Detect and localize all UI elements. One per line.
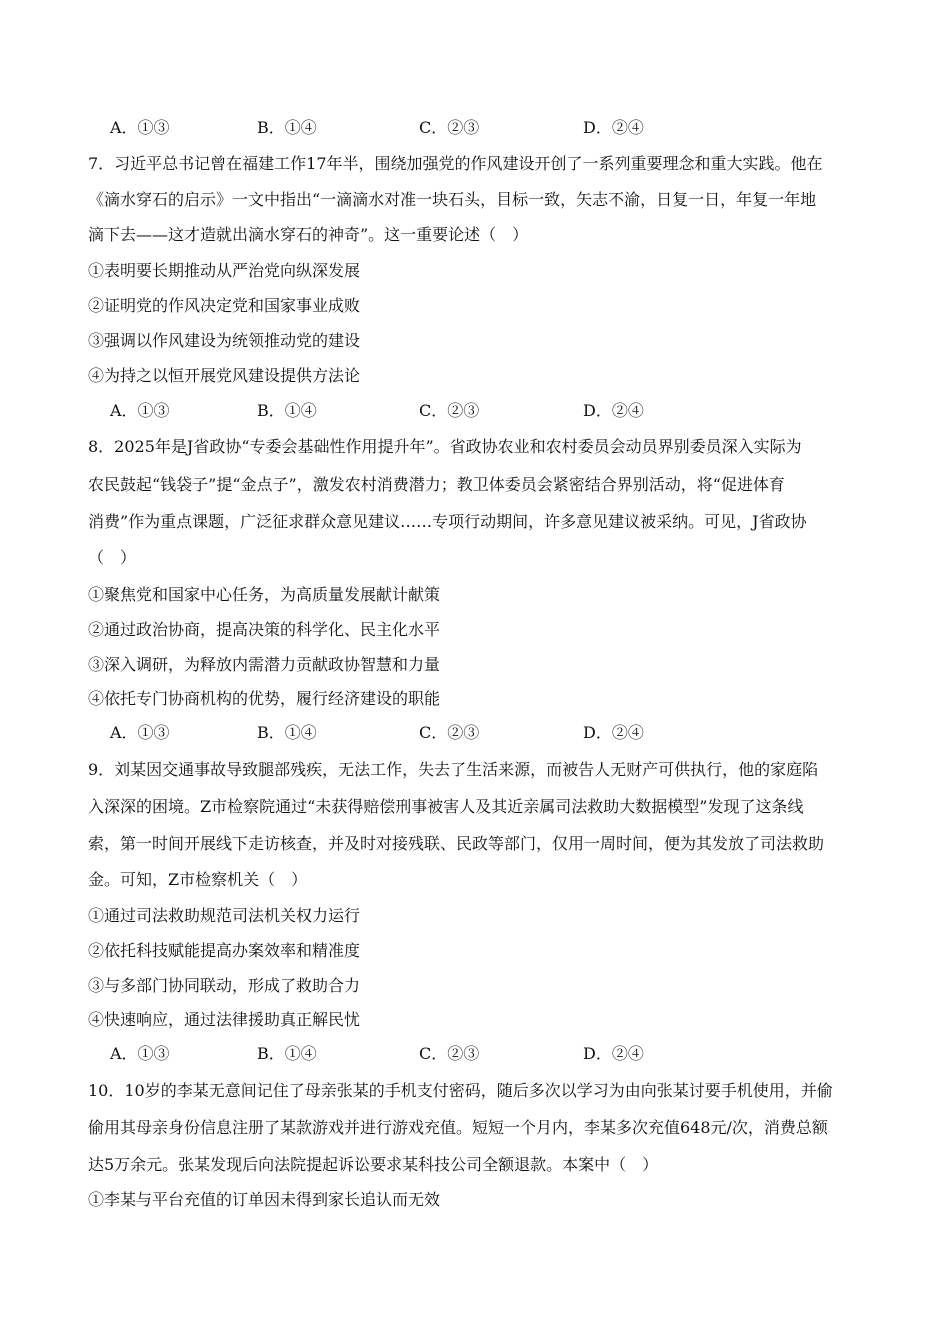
q9-stem-line: 金。可知，Z市检察机关（ ） bbox=[88, 870, 308, 889]
q7-stem-line: 《滴水穿石的启示》一文中指出“一滴滴水对准一块石头，目标一致，矢志不渝，日复一日，年复一年地 bbox=[88, 190, 817, 209]
option-d: D．②④ bbox=[583, 1044, 644, 1063]
q9-statement: ③与多部门协同联动，形成了救助合力 bbox=[88, 976, 361, 995]
q10-stem-line: 达5万余元。张某发现后向法院提起诉讼要求某科技公司全额退款。本案中（ ） bbox=[88, 1155, 659, 1174]
q10-stem-line: 偷用其母亲身份信息注册了某款游戏并进行游戏充值。短短一个月内，李某多次充值648元/次，消费总额 bbox=[88, 1118, 828, 1137]
q7-stem-line: 7．习近平总书记曾在福建工作17年半，围绕加强党的作风建设开创了一系列重要理念和重大实践。他在 bbox=[88, 154, 823, 173]
q9-statement: ④快速响应，通过法律援助真正解民忧 bbox=[88, 1010, 361, 1029]
q7-options bbox=[110, 401, 810, 421]
option-d: D．②④ bbox=[583, 401, 644, 420]
q8-statement: ①聚焦党和国家中心任务，为高质量发展献计献策 bbox=[88, 585, 441, 604]
options-row-previous bbox=[110, 118, 810, 138]
option-a: A．①③ bbox=[110, 401, 170, 420]
q10-statement: ①李某与平台充值的订单因未得到家长追认而无效 bbox=[88, 1190, 441, 1209]
q8-stem-line: 消费”作为重点课题，广泛征求群众意见建议……专项行动期间，许多意见建议被采纳。可见，J省政协 bbox=[88, 512, 807, 531]
option-c: C．②③ bbox=[419, 1044, 480, 1063]
q7-statement: ③强调以作风建设为统领推动党的建设 bbox=[88, 331, 361, 350]
q8-stem-line: 8．2025年是J省政协“专委会基础性作用提升年”。省政协农业和农村委员会动员界别委员深入实际为 bbox=[88, 437, 802, 456]
q7-statement: ②证明党的作风决定党和国家事业成败 bbox=[88, 296, 361, 315]
q10-stem-line: 10．10岁的李某无意间记住了母亲张某的手机支付密码，随后多次以学习为由向张某讨要手机使用，并偷 bbox=[88, 1081, 833, 1100]
option-c: C．②③ bbox=[419, 723, 480, 742]
q9-stem-line: 9．刘某因交通事故导致腿部残疾，无法工作，失去了生活来源，而被告人无财产可供执行，他的家庭陷 bbox=[88, 760, 819, 779]
option-b: B．①④ bbox=[257, 723, 317, 742]
q8-options bbox=[110, 723, 810, 743]
q7-stem-line: 滴下去——这才造就出滴水穿石的神奇”。这一重要论述（ ） bbox=[88, 225, 529, 244]
q8-statement: ②通过政治协商，提高决策的科学化、民主化水平 bbox=[88, 620, 441, 639]
option-b: B．①④ bbox=[257, 118, 317, 137]
option-a: A．①③ bbox=[110, 723, 170, 742]
q8-stem-line: 农民鼓起“钱袋子”提“金点子”，激发农村消费潜力；教卫体委员会紧密结合界别活动，将“促进体育 bbox=[88, 475, 785, 494]
q7-statement: ④为持之以恒开展党风建设提供方法论 bbox=[88, 366, 361, 385]
option-b: B．①④ bbox=[257, 1044, 317, 1063]
q9-stem-line: 入深深的困境。Z市检察院通过“未获得赔偿刑事被害人及其近亲属司法救助大数据模型”发现了这条线 bbox=[88, 797, 804, 816]
option-d: D．②④ bbox=[583, 723, 644, 742]
q8-statement: ③深入调研，为释放内需潜力贡献政协智慧和力量 bbox=[88, 655, 441, 674]
option-b: B．①④ bbox=[257, 401, 317, 420]
option-a: A．①③ bbox=[110, 118, 170, 137]
option-a: A．①③ bbox=[110, 1044, 170, 1063]
q8-statement: ④依托专门协商机构的优势，履行经济建设的职能 bbox=[88, 689, 441, 708]
option-c: C．②③ bbox=[419, 118, 480, 137]
option-c: C．②③ bbox=[419, 401, 480, 420]
q9-statement: ②依托科技赋能提高办案效率和精准度 bbox=[88, 941, 361, 960]
option-d: D．②④ bbox=[583, 118, 644, 137]
q9-stem-line: 索，第一时间开展线下走访核查，并及时对接残联、民政等部门，仅用一周时间，便为其发放了司法救助 bbox=[88, 834, 825, 853]
q9-options bbox=[110, 1044, 810, 1064]
q7-statement: ①表明要长期推动从严治党向纵深发展 bbox=[88, 261, 361, 280]
q8-stem-line: （ ） bbox=[88, 548, 137, 567]
q9-statement: ①通过司法救助规范司法机关权力运行 bbox=[88, 906, 361, 925]
